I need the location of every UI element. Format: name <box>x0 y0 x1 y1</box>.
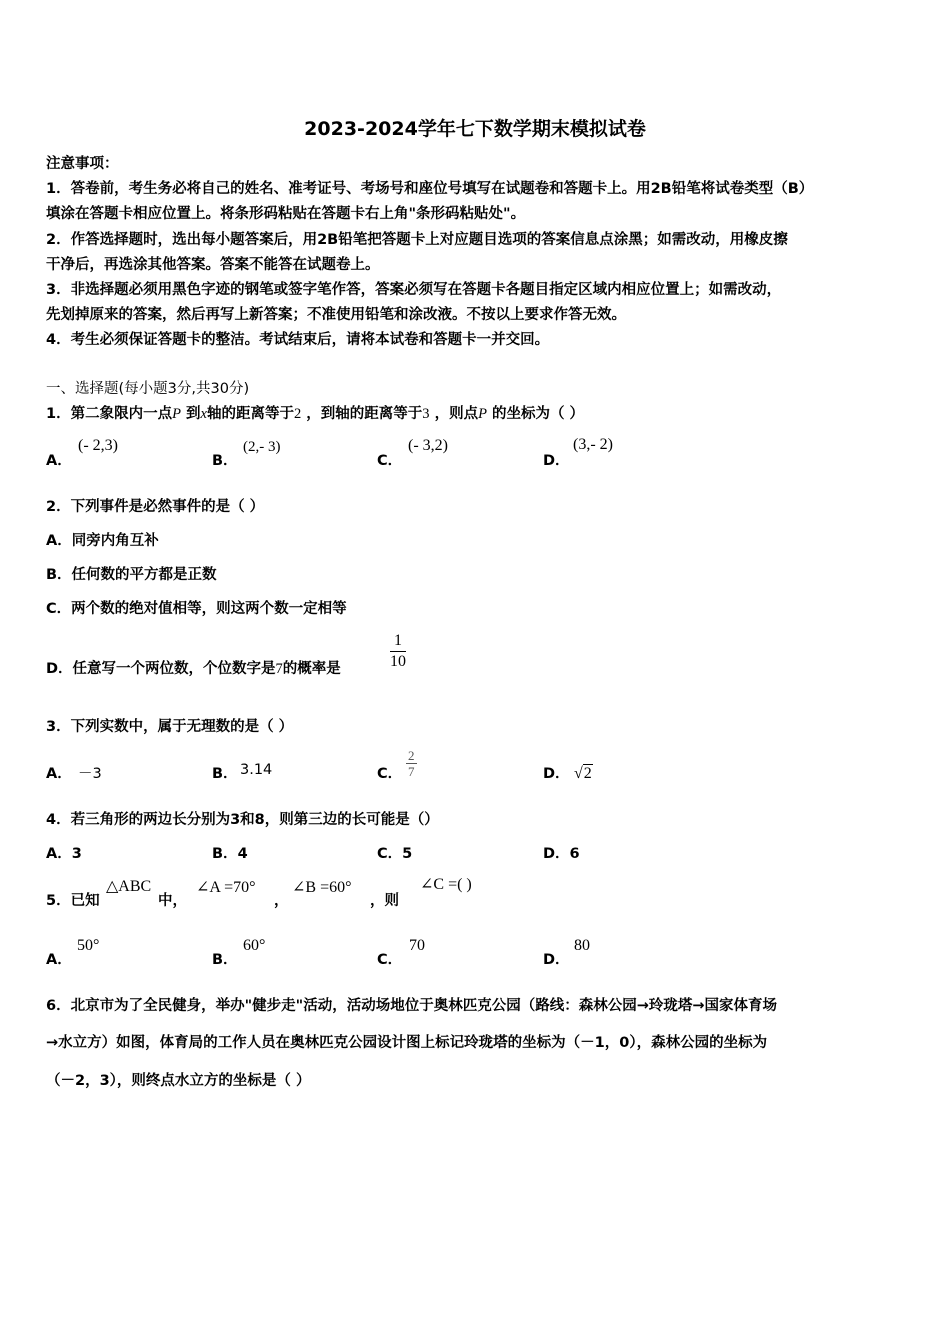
q5-triangle: △ABC <box>106 878 152 895</box>
q2-fraction: $\frac{1}{10}$ <box>390 632 406 670</box>
q5-angle-c: ∠C =( ) <box>420 876 472 893</box>
q1-option-a-label: A． <box>46 453 72 469</box>
q5-angle-b: ∠B =60° <box>292 879 352 896</box>
q1-option-c-value: (- 3,2) <box>408 437 448 454</box>
q2-option-d: D．任意写一个两位数，个位数字是7的概率是 <box>46 661 341 677</box>
q2-option-c: C．两个数的绝对值相等，则这两个数一定相等 <box>46 601 347 617</box>
q5-option-d-value: 80 <box>574 937 590 954</box>
q4-option-d: D．6 <box>543 846 580 862</box>
q5-text-a: 5．已知 <box>46 893 100 909</box>
q1-option-a-value: (- 2,3) <box>78 437 118 454</box>
notice-line-5: 3．非选择题必须用黑色字迹的钢笔或签字笔作答，答案必须写在答题卡各题目指定区域内相应位置上；如需改动， <box>46 282 782 298</box>
question-4-stem: 4．若三角形的两边长分别为3和8，则第三边的长可能是（） <box>46 812 439 828</box>
q4-option-a: A．3 <box>46 846 82 862</box>
question-2-stem: 2．下列事件是必然事件的是（ ） <box>46 499 265 515</box>
q5-option-b-value: 60° <box>243 937 266 954</box>
q3-option-b-value: 3.14 <box>240 762 273 778</box>
q3-option-a-label: A． <box>46 766 72 782</box>
q5-option-b-label: B． <box>212 952 238 968</box>
question-6-line-2: →水立方）如图，体育局的工作人员在奥林匹克公园设计图上标记玲珑塔的坐标为（－1，0），森林公园的坐标为 <box>46 1035 768 1051</box>
question-3-stem: 3．下列实数中，属于无理数的是（ ） <box>46 719 294 735</box>
q5-angle-a: ∠A =70° <box>196 879 256 896</box>
notice-line-1: 1．答卷前，考生务必将自己的姓名、准考证号、考场号和座位号填写在试题卷和答题卡上。用2B铅笔将试卷类型（B） <box>46 181 814 197</box>
q5-option-d-label: D． <box>543 952 570 968</box>
q3-option-c-label: C． <box>377 766 403 782</box>
q3-option-b-label: B． <box>212 766 238 782</box>
question-6-line-1: 6．北京市为了全民健身，举办"健步走"活动，活动场地位于奥林匹克公园（路线：森林公园→玲珑塔→国家体育场 <box>46 998 777 1014</box>
section-heading: 一、选择题(每小题3分,共30分) <box>46 381 250 397</box>
q5-text-c: ，则 <box>370 893 399 909</box>
question-1-stem: 1．第二象限内一点P 到x轴的距离等于2 ，到轴的距离等于3 ，则点P 的坐标为（ ） <box>46 406 585 422</box>
notice-line-6: 先划掉原来的答案，然后再写上新答案；不准使用铅笔和涂改液。不按以上要求作答无效。 <box>46 307 626 323</box>
q5-option-a-label: A． <box>46 952 72 968</box>
notice-line-4: 干净后，再选涂其他答案。答案不能答在试题卷上。 <box>46 257 380 273</box>
notice-heading: 注意事项： <box>46 156 119 172</box>
q4-option-c: C．5 <box>377 846 413 862</box>
q3-option-d-label: D． <box>543 766 570 782</box>
q3-option-a-value: －3 <box>78 766 102 782</box>
exam-title: 2023-2024学年七下数学期末模拟试卷 <box>304 118 646 140</box>
sqrt-sign-icon: √ <box>574 765 583 782</box>
notice-line-7: 4．考生必须保证答题卡的整洁。考试结束后，请将本试卷和答题卡一并交回。 <box>46 332 550 348</box>
q3-option-c-fraction: $\frac{2}{7}$ <box>408 748 415 779</box>
q1-option-c-label: C． <box>377 453 403 469</box>
q1-option-b-value: (2,- 3) <box>243 439 281 455</box>
q5-option-c-label: C． <box>377 952 403 968</box>
notice-line-3: 2．作答选择题时，选出每小题答案后，用2B铅笔把答题卡上对应题目选项的答案信息点涂黑；如需改动，用橡皮擦 <box>46 232 788 248</box>
question-6-line-3: （－2，3），则终点水立方的坐标是（ ） <box>46 1073 311 1089</box>
q5-text-b: 中， <box>158 893 187 909</box>
q5-option-a-value: 50° <box>77 937 100 954</box>
q4-option-b: B．4 <box>212 846 248 862</box>
q3-option-d-sqrt: √2 <box>574 765 592 782</box>
notice-line-2: 填涂在答题卡相应位置上。将条形码粘贴在答题卡右上角"条形码粘贴处"。 <box>46 206 526 222</box>
q1-option-d-label: D． <box>543 453 570 469</box>
q2-option-a: A．同旁内角互补 <box>46 533 159 549</box>
q5-option-c-value: 70 <box>409 937 425 954</box>
q5-separator: ， <box>274 893 289 909</box>
q1-option-d-value: (3,- 2) <box>573 436 613 453</box>
q2-option-b: B．任何数的平方都是正数 <box>46 567 217 583</box>
q1-option-b-label: B． <box>212 453 238 469</box>
